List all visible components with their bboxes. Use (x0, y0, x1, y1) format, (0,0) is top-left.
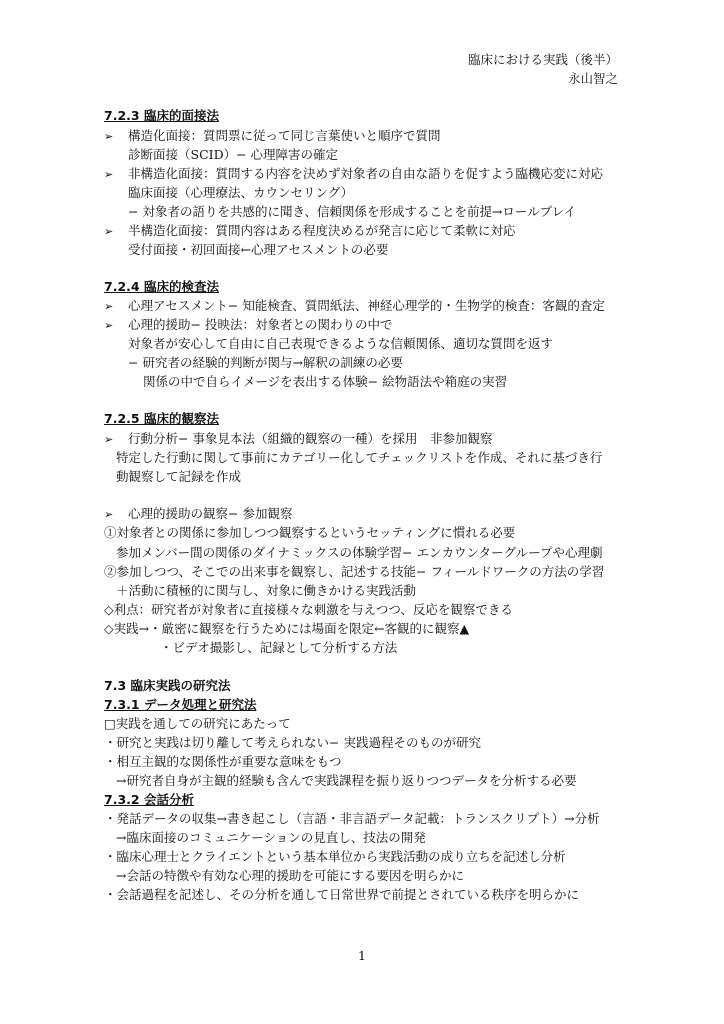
text-line: →研究者自身が主観的経験も含んで実践課程を振り返りつつデータを分析する必要 (116, 773, 577, 788)
text-line: ◇利点：研究者が対象者に直接様々な刺激を与えつつ、反応を観察できる (104, 602, 513, 617)
text-line: 受付面接・初回面接←心理アセスメントの必要 (128, 242, 389, 257)
text-line: ・発話データの収集→書き起こし（言語・非言語データ記載：トランスクリプト）→分析 (104, 811, 600, 826)
text-line: − 対象者の語りを共感的に聞き、信頼関係を形成することを前提→ロールプレイ (128, 204, 577, 219)
arrow-bullet-icon: ➢ (104, 319, 114, 332)
list-item (104, 164, 603, 183)
text-line: →会話の特徴や有効な心理的援助を可能にする要因を明らかに (116, 868, 464, 883)
arrow-bullet-icon: ➢ (104, 433, 114, 446)
section-heading-7-3: 7.3 臨床実践の研究法 (104, 678, 231, 693)
section-heading-7-2-4: 7.2.4 臨床的検査法 (104, 279, 219, 294)
line-text: 心理的援助− 投映法：対象者との関わりの中で (128, 317, 393, 332)
text-line: 特定した行動に関して事前にカテゴリー化してチェックリストを作成、それに基づき行 (116, 450, 603, 465)
list-item (104, 296, 605, 315)
text-line: ＋活動に積極的に関与し、対象に働きかける実践活動 (116, 583, 417, 598)
text-line: ・会話過程を記述し、その分析を通して日常世界で前提とされている秩序を明らかに (104, 887, 580, 902)
text-line: 診断面接（SCID）− 心理障害の確定 (128, 147, 339, 162)
section-heading-7-2-5: 7.2.5 臨床的観察法 (104, 411, 219, 426)
arrow-bullet-icon: ➢ (104, 300, 114, 313)
line-text: 行動分析− 事象見本法（組織的観察の一種）を採用 非参加観察 (128, 431, 493, 446)
arrow-bullet-icon: ➢ (104, 130, 114, 143)
text-line: 関係の中で自らイメージを表出する体験− 絵物語法や箱庭の実習 (143, 374, 508, 389)
text-line: □実践を通しての研究にあたって (104, 716, 291, 731)
text-line: ・ビデオ撮影し、記録として分析する方法 (160, 640, 398, 655)
list-item (104, 126, 441, 145)
document-author: 永山智之 (567, 71, 618, 86)
list-item (104, 504, 292, 523)
section-heading-7-3-1: 7.3.1 データ処理と研究法 (104, 697, 257, 712)
text-line: 臨床面接（心理療法、カウンセリング） (128, 185, 354, 200)
text-line: 動観察して記録を作成 (116, 469, 242, 484)
section-heading-7-2-3: 7.2.3 臨床的面接法 (104, 108, 219, 123)
line-text: 構造化面接：質問票に従って同じ言葉使いと順序で質問 (128, 128, 441, 143)
text-line: 参加メンバー間の関係のダイナミックスの体験学習− エンカウンターグループや心理劇 (116, 545, 603, 560)
document-title: 臨床における実践（後半） (467, 52, 618, 67)
text-line: ・研究と実践は切り離して考えられない− 実践過程そのものが研究 (104, 735, 481, 750)
text-line: ①対象者との関係に参加しつつ観察するというセッティングに慣れる必要 (104, 525, 516, 540)
section-heading-7-3-2: 7.3.2 会話分析 (104, 792, 194, 807)
text-line: →臨床面接のコミュニケーションの見直し、技法の開発 (116, 830, 426, 845)
text-line: − 研究者の経験的判断が関与→解釈の訓練の必要 (128, 355, 403, 370)
arrow-bullet-icon: ➢ (104, 508, 114, 521)
arrow-bullet-icon: ➢ (104, 225, 114, 238)
arrow-bullet-icon: ➢ (104, 168, 114, 181)
list-item (104, 221, 516, 240)
text-line: ◇実践→・厳密に観察を行うためには場面を限定←客観的に観察▲ (104, 621, 470, 636)
text-line: ・相互主観的な関係性が重要な意味をもつ (104, 754, 342, 769)
line-text: 心理的援助の観察− 参加観察 (128, 506, 293, 521)
page-number: 1 (358, 948, 366, 963)
text-line: ②参加しつつ、そこでの出来事を観察し、記述する技能− フィールドワークの方法の学習 (104, 564, 605, 579)
text-line: ・臨床心理士とクライエントという基本単位から実践活動の成り立ちを記述し分析 (104, 849, 566, 864)
list-item (104, 315, 392, 334)
line-text: 非構造化面接：質問する内容を決めず対象者の自由な語りを促すよう臨機応変に対応 (128, 166, 604, 181)
line-text: 半構造化面接：質問内容はある程度決めるが発言に応じて柔軟に対応 (128, 223, 516, 238)
line-text: 心理アセスメント− 知能検査、質問紙法、神経心理学的・生物学的検査：客観的査定 (128, 298, 605, 313)
list-item (104, 429, 492, 448)
text-line: 対象者が安心して自由に自己表現できるような信頼関係、適切な質問を返す (128, 336, 554, 351)
